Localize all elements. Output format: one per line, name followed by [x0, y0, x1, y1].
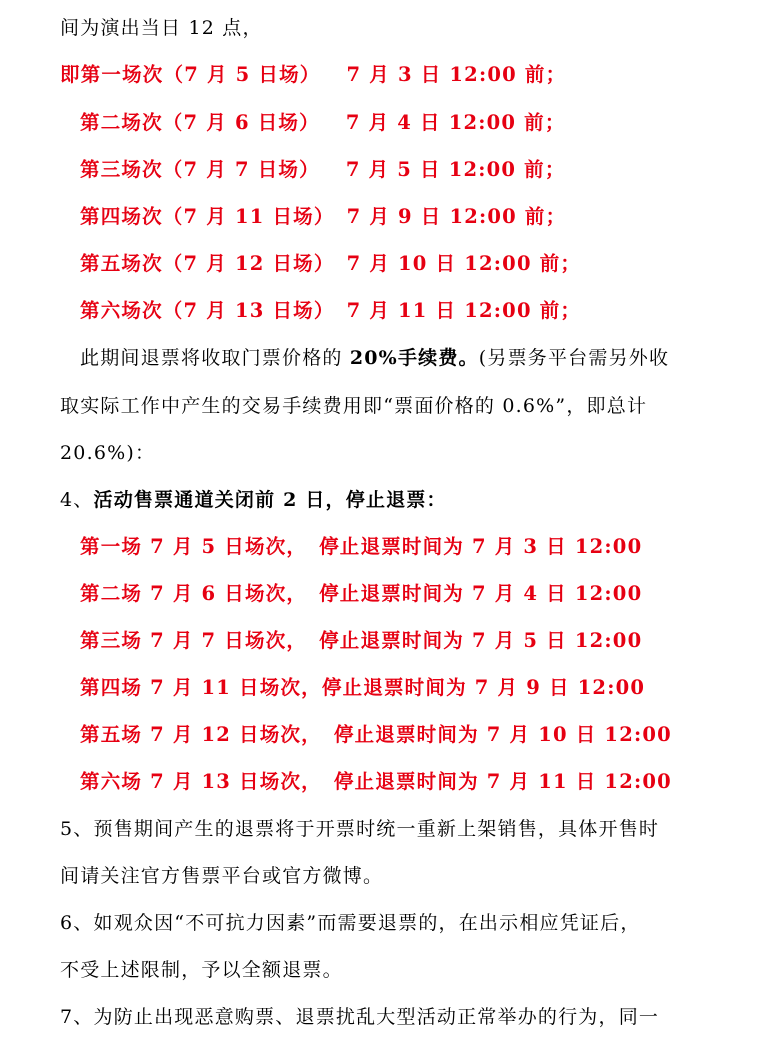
refund-deadline-value: 7 月 9 日 12:00 前； [346, 205, 567, 228]
refund-session-label: 即第一场次（7 月 5 日场） [60, 63, 321, 86]
fee-text: 此期间退票将收取门票价格的 [80, 347, 350, 369]
fee-paragraph-line-1 [80, 345, 669, 371]
stop-refund-time: 停止退票时间为 7 月 9 日 12:00 [321, 676, 646, 699]
item-5-line-1: 5、预售期间产生的退票将于开票时统一重新上架销售，具体开售时 [60, 818, 660, 840]
stop-refund-session: 第六场 7 月 13 日场次， [80, 770, 322, 793]
stop-refund-row-6 [80, 769, 672, 795]
refund-deadline-row-4 [80, 204, 566, 230]
refund-deadline-value: 7 月 5 日 12:00 前； [345, 158, 566, 181]
item-6-line-1: 6、如观众因“不可抗力因素”而需要退票的，在出示相应凭证后， [60, 912, 641, 934]
stop-refund-time: 停止退票时间为 7 月 3 日 12:00 [319, 535, 643, 558]
refund-deadline-row-2 [80, 110, 566, 136]
item-7-line-1: 7、为防止出现恶意购票、退票扰乱大型活动正常举办的行为，同一 [60, 1006, 660, 1028]
stop-refund-session: 第一场 7 月 5 日场次， [80, 535, 308, 558]
refund-deadline-value: 7 月 10 日 12:00 前； [346, 252, 582, 275]
refund-session-label: 第六场次（7 月 13 日场） [80, 299, 335, 322]
stop-refund-row-3 [80, 628, 642, 654]
refund-deadline-value: 7 月 11 日 12:00 前； [346, 299, 582, 322]
refund-session-label: 第五场次（7 月 12 日场） [80, 252, 335, 275]
stop-refund-row-1 [80, 534, 642, 560]
fee-paragraph-line-3: 20.6%)： [60, 442, 156, 464]
stop-refund-time: 停止退票时间为 7 月 11 日 12:00 [333, 770, 672, 793]
stop-refund-session: 第四场 7 月 11 日场次， [80, 676, 322, 699]
item-heading-text: 活动售票通道关闭前 2 日，停止退票： [93, 489, 447, 511]
stop-refund-time: 停止退票时间为 7 月 5 日 12:00 [319, 629, 643, 652]
refund-session-label: 第四场次（7 月 11 日场） [80, 205, 335, 228]
stop-refund-session: 第五场 7 月 12 日场次， [80, 723, 322, 746]
refund-deadline-row-6 [80, 298, 581, 324]
stop-refund-row-4 [80, 675, 645, 701]
item-6-line-2: 不受上述限制，予以全额退票。 [60, 959, 343, 981]
item-5-line-2: 间请关注官方售票平台或官方微博。 [60, 865, 384, 887]
stop-refund-session: 第二场 7 月 6 日场次， [80, 582, 308, 605]
stop-refund-time: 停止退票时间为 7 月 10 日 12:00 [333, 723, 672, 746]
item-4-heading [60, 487, 447, 513]
intro-line: 间为演出当日 12 点， [60, 17, 263, 39]
refund-session-label: 第三场次（7 月 7 日场） [80, 158, 320, 181]
fee-text-suffix: (另票务平台需另外收 [478, 347, 670, 369]
stop-refund-row-2 [80, 581, 642, 607]
fee-paragraph-line-2: 取实际工作中产生的交易手续费用即“票面价格的 0.6%”，即总计 [60, 395, 648, 417]
refund-deadline-value: 7 月 3 日 12:00 前； [346, 63, 567, 86]
fee-percentage: 20%手续费。 [349, 347, 479, 369]
refund-deadline-row-3 [80, 157, 566, 183]
refund-deadline-row-5 [80, 251, 581, 277]
stop-refund-row-5 [80, 722, 672, 748]
refund-session-label: 第二场次（7 月 6 日场） [80, 111, 320, 134]
stop-refund-session: 第三场 7 月 7 日场次， [80, 629, 308, 652]
item-number: 4、 [60, 489, 94, 511]
refund-deadline-value: 7 月 4 日 12:00 前； [345, 111, 566, 134]
stop-refund-time: 停止退票时间为 7 月 4 日 12:00 [319, 582, 643, 605]
refund-deadline-row-1 [60, 62, 566, 88]
